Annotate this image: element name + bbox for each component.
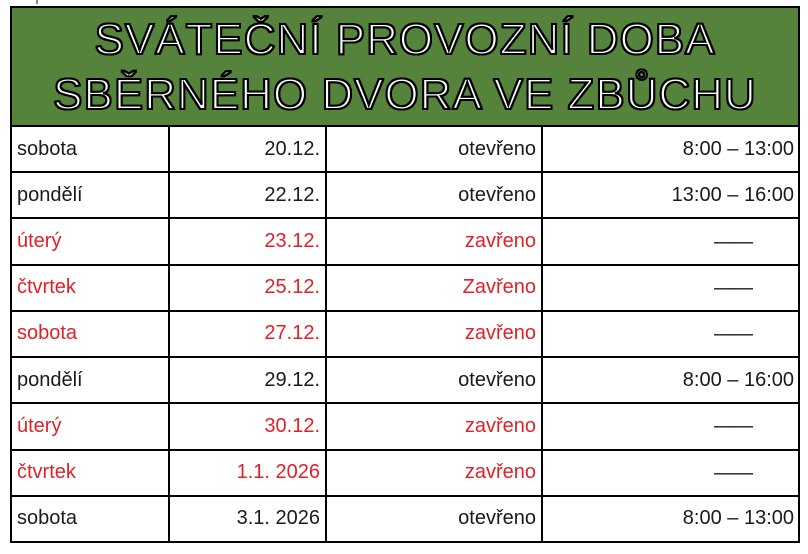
- date-cell: 25.12.: [170, 266, 327, 310]
- table-row: [12, 127, 798, 173]
- page-edge-artifact: [36, 0, 38, 4]
- date-cell: 29.12.: [170, 358, 327, 402]
- date-cell: 22.12.: [170, 173, 327, 217]
- hours-cell: 8:00 – 13:00: [682, 507, 794, 530]
- status-cell: otevřeno: [327, 173, 543, 217]
- day-cell: čtvrtek: [12, 451, 170, 495]
- day-cell: úterý: [12, 404, 170, 448]
- closed-dash: ——: [714, 276, 752, 299]
- table-row: [12, 266, 798, 312]
- closed-dash: ——: [714, 322, 752, 345]
- date-cell: 23.12.: [170, 219, 327, 263]
- day-cell: úterý: [12, 219, 170, 263]
- hours-cell: [543, 451, 798, 495]
- status-cell: otevřeno: [327, 497, 543, 541]
- page-title-line2: SBĚRNÉHO DVORA VE ZBŮCHU: [53, 69, 757, 119]
- hours-cell: 8:00 – 16:00: [682, 368, 794, 391]
- closed-dash: ——: [714, 415, 752, 438]
- table-row: [12, 451, 798, 497]
- day-cell: pondělí: [12, 173, 170, 217]
- status-cell: zavřeno: [327, 219, 543, 263]
- date-cell: 27.12.: [170, 312, 327, 356]
- table-header: [12, 8, 798, 127]
- day-cell: sobota: [12, 127, 170, 171]
- status-cell: otevřeno: [327, 358, 543, 402]
- day-cell: sobota: [12, 312, 170, 356]
- page-title-line1: SVÁTEČNÍ PROVOZNÍ DOBA: [94, 14, 716, 64]
- hours-cell: [543, 312, 798, 356]
- holiday-hours-table: [10, 6, 800, 543]
- day-cell: pondělí: [12, 358, 170, 402]
- table-row: [12, 404, 798, 450]
- table-row: [12, 219, 798, 265]
- hours-cell: [543, 266, 798, 310]
- date-cell: 20.12.: [170, 127, 327, 171]
- date-cell: 30.12.: [170, 404, 327, 448]
- hours-cell: [543, 219, 798, 263]
- table-row: [12, 173, 798, 219]
- date-cell: 3.1. 2026: [170, 497, 327, 541]
- table-row: [12, 312, 798, 358]
- status-cell: zavřeno: [327, 451, 543, 495]
- closed-dash: ——: [714, 230, 752, 253]
- schedule-rows: [12, 127, 798, 541]
- closed-dash: ——: [714, 461, 752, 484]
- table-row: [12, 497, 798, 541]
- status-cell: Zavřeno: [327, 266, 543, 310]
- status-cell: zavřeno: [327, 312, 543, 356]
- hours-cell: 8:00 – 13:00: [682, 137, 794, 160]
- date-cell: 1.1. 2026: [170, 451, 327, 495]
- day-cell: čtvrtek: [12, 266, 170, 310]
- table-row: [12, 358, 798, 404]
- hours-cell: [543, 404, 798, 448]
- day-cell: sobota: [12, 497, 170, 541]
- hours-cell: 13:00 – 16:00: [671, 183, 794, 206]
- status-cell: otevřeno: [327, 127, 543, 171]
- status-cell: zavřeno: [327, 404, 543, 448]
